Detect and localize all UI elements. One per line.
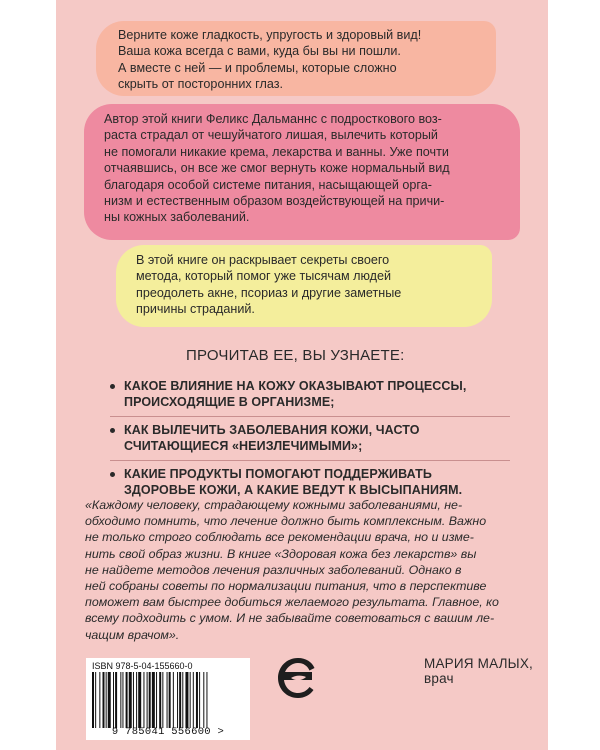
list-item [110, 379, 510, 410]
story-line: благодаря особой системе питания, насыщающей орга- [104, 177, 432, 192]
list-item-line: ЗДОРОВЬЕ КОЖИ, А КАКИЕ ВЕДУТ К ВЫСЫПАНИЯМ. [124, 482, 463, 497]
list-item [110, 467, 510, 498]
list-item-line: СЧИТАЮЩИЕСЯ «НЕИЗЛЕЧИМЫМИ»; [124, 438, 363, 453]
intro-line: скрыть от посторонних глаз. [118, 77, 283, 92]
quote-line: не найдете методов лечения различных заболеваний. Однако в [85, 562, 462, 577]
learn-heading: ПРОЧИТАВ ЕЕ, ВЫ УЗНАЕТЕ: [186, 347, 405, 364]
divider [110, 460, 510, 461]
doctor-quote [85, 497, 531, 643]
story-line: низм и естественным образом воздействующей на причи- [104, 194, 445, 209]
story-line: раста страдал от чешуйчатого лишая, вылечить который [104, 128, 438, 143]
list-item-line: ПРОИСХОДЯЩИЕ В ОРГАНИЗМЕ; [124, 394, 335, 409]
barcode-digits: 9 785041 556600 > [111, 726, 225, 738]
quote-line: поможет вам быстрее добиться желаемого результата. Главное, ко [85, 595, 499, 610]
story-line: не помогали никакие крема, лекарства и ванны. Уже почти [104, 144, 449, 159]
divider [110, 416, 510, 417]
list-item [110, 423, 510, 454]
bullet-icon [110, 428, 115, 433]
quote-line: «Каждому человеку, страдающему кожными заболеваниями, не- [85, 498, 463, 512]
learn-list [110, 379, 510, 499]
ean-barcode [92, 672, 244, 728]
book-back-cover [56, 0, 548, 750]
method-line: причины страданий. [136, 302, 255, 317]
quote-line: ней собраны советы по нормализации питания, что в перспективе [85, 579, 487, 594]
quote-line: всему подходить с умом. И не забывайте советоваться с вашим ле- [85, 611, 495, 626]
bullet-icon [110, 384, 115, 389]
intro-line: Верните коже гладкость, упругость и здоровый вид! [118, 28, 422, 42]
isbn-label: ISBN 978-5-04-155660-0 [92, 661, 193, 671]
list-item-line: КАКИЕ ПРОДУКТЫ ПОМОГАЮТ ПОДДЕРЖИВАТЬ [124, 467, 432, 482]
quote-line: не только строго соблюдать все рекомендации врача, но и изме- [85, 530, 474, 545]
method-bubble [116, 245, 492, 327]
method-line: преодолеть акне, псориаз и другие заметные [136, 285, 402, 300]
method-line: В этой книге он раскрывает секреты своего [136, 253, 390, 267]
intro-line: А вместе с ней — и проблемы, которые сложно [118, 60, 397, 75]
method-line: метода, который помог уже тысячам людей [136, 269, 392, 284]
intro-bubble [96, 21, 496, 96]
intro-line: Ваша кожа всегда с вами, куда бы вы ни пошли. [118, 44, 401, 59]
quote-line: нить свой образ жизни. В книге «Здоровая кожа без лекарств» вы [85, 546, 477, 561]
quote-author: МАРИЯ МАЛЫХ, врач [424, 656, 533, 686]
bullet-icon [110, 472, 115, 477]
author-story-bubble [84, 104, 520, 240]
isbn-barcode-block [86, 658, 250, 740]
quote-line: чащим врачом». [85, 627, 180, 642]
story-line: отчаявшись, он все же смог вернуть коже нормальный вид [104, 161, 450, 176]
quote-line: обходимо помнить, что лечение должно быть комплексным. Важно [85, 514, 487, 529]
list-item-line: КАК ВЫЛЕЧИТЬ ЗАБОЛЕВАНИЯ КОЖИ, ЧАСТО [124, 423, 420, 438]
list-item-line: КАКОЕ ВЛИЯНИЕ НА КОЖУ ОКАЗЫВАЮТ ПРОЦЕССЫ, [124, 379, 467, 393]
story-line: Автор этой книги Феликс Дальманнс с подросткового воз- [104, 112, 442, 126]
publisher-e-logo-icon [274, 656, 318, 700]
story-line: ны кожных заболеваний. [104, 210, 250, 225]
